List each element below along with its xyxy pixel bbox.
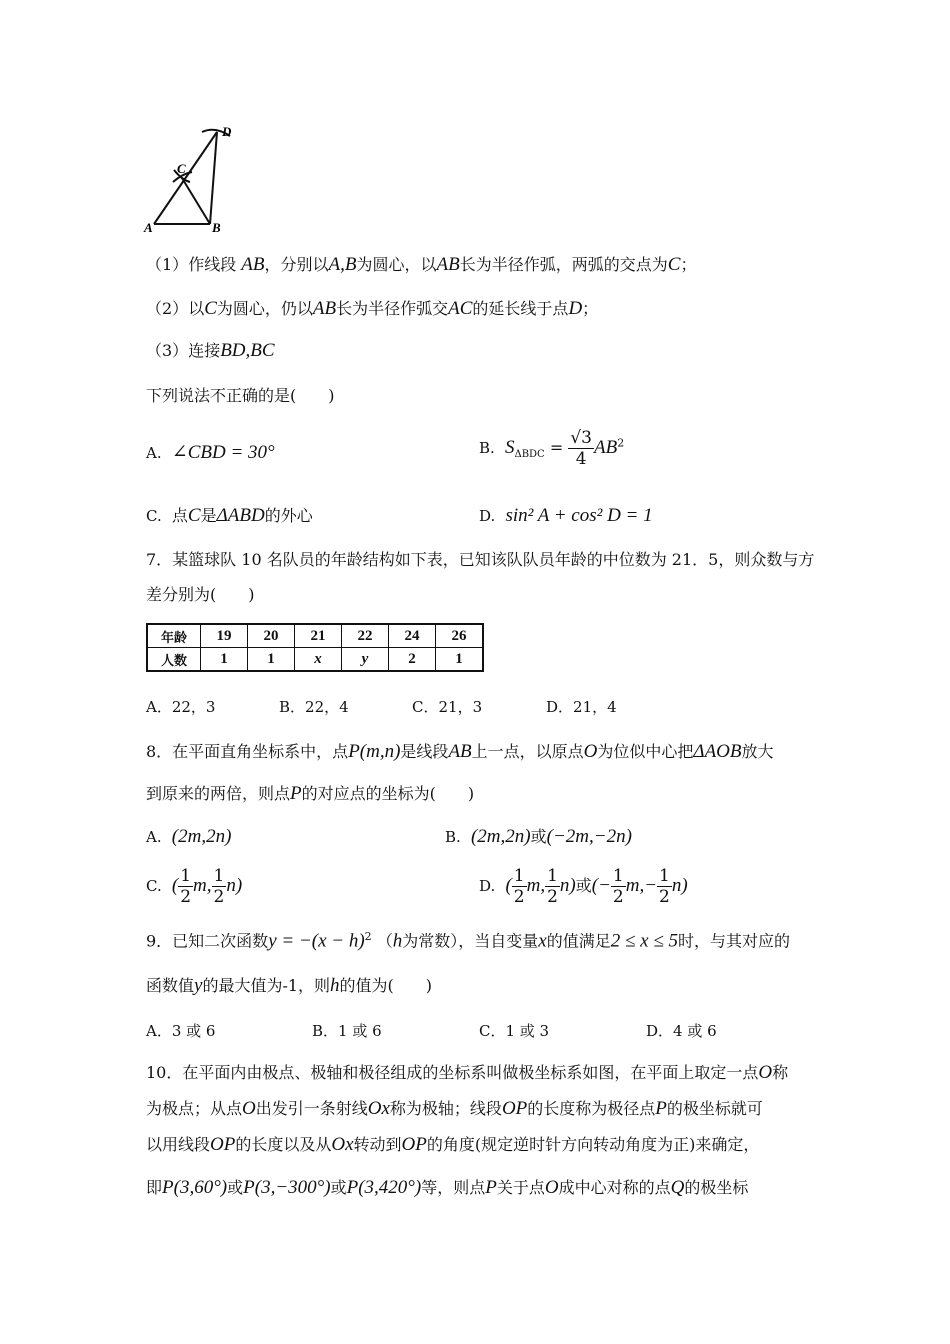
q7-line-1: 7．某篮球队 10 名队员的年龄结构如下表，已知该队队员年龄的中位数为 21．5，则众数与方 <box>146 550 815 569</box>
q7-option-a[interactable]: A．22，3 <box>146 698 216 716</box>
table-row: 年龄 19 20 21 22 24 26 <box>147 624 483 648</box>
age-table <box>146 623 484 672</box>
construction-figure <box>140 120 240 240</box>
q7-line-2: 差分别为( ) <box>146 585 255 604</box>
q6-prompt: 下列说法不正确的是( ) <box>146 386 335 405</box>
step-3: （3）连接BD,BC <box>146 340 275 361</box>
step-1: （1）作线段 AB，分别以A,B为圆心，以AB长为半径作弧，两弧的交点为C； <box>146 254 697 275</box>
q9-option-c[interactable]: C．1 或 3 <box>479 1022 550 1040</box>
label-C: C <box>177 161 186 176</box>
label-A: A <box>144 220 153 235</box>
q6-option-a[interactable]: A. ∠CBD = 30° <box>146 442 275 463</box>
q10-line-4: 即P(3,60°)或P(3,−300°)或P(3,420°)等，则点P关于点O成中心对称的点Q的极坐标 <box>146 1177 749 1198</box>
step-2: （2）以C为圆心，仍以AB长为半径作弧交AC的延长线于点D； <box>146 298 599 319</box>
q9-line-1: 9．已知二次函数$y = -(x - h)^2$ （h为常数），当自变量x的值满足2 ≤ x ≤ 5时，与其对应的 <box>146 930 791 952</box>
q8-option-a[interactable]: A. (2m,2n) <box>146 826 232 847</box>
q9-option-a[interactable]: A．3 或 6 <box>146 1022 216 1040</box>
q6-option-c[interactable]: C. 点C是ΔABD的外心 <box>146 505 313 526</box>
table-row: 人数 1 1 x y 2 1 <box>147 648 483 672</box>
q8-line-1: 8．在平面直角坐标系中，点P(m,n)是线段AB上一点，以原点O为位似中心把ΔAOB放大 <box>146 741 774 762</box>
q7-option-b[interactable]: B．22，4 <box>279 698 349 716</box>
q7-option-c[interactable]: C．21，3 <box>412 698 483 716</box>
label-D: D <box>222 124 232 139</box>
q6-option-b[interactable]: B. $S_{\Delta BDC}$ = $\frac{√3}{4}$ $AB^2$ <box>479 428 625 469</box>
q8-option-b[interactable]: B. (2m,2n)或(−2m,−2n) <box>445 826 632 847</box>
q10-line-2: 为极点；从点O出发引一条射线Ox称为极轴；线段OP的长度称为极径点P的极坐标就可 <box>146 1098 763 1119</box>
q10-line-3: 以用线段OP的长度以及从Ox转动到OP的角度(规定逆时针方向转动角度为正)来确定， <box>146 1134 760 1155</box>
q8-line-2: 到原来的两倍，则点P的对应点的坐标为( ) <box>146 783 475 804</box>
q8-option-c[interactable]: C. ( $\frac{1}{2}$ m, $\frac{1}{2}$ n) <box>146 866 243 907</box>
q7-option-d[interactable]: D．21，4 <box>546 698 617 716</box>
q8-option-d[interactable]: D. ( $\frac{1}{2}$ m, $\frac{1}{2}$ n)或(− $\frac{1}{2}$ m,− $\frac{1}{2}$ n) <box>479 866 688 907</box>
q10-line-1: 10．在平面内由极点、极轴和极径组成的坐标系叫做极坐标系如图，在平面上取定一点O称 <box>146 1062 789 1083</box>
label-B: B <box>212 220 221 235</box>
q9-option-b[interactable]: B．1 或 6 <box>312 1022 382 1040</box>
fraction-sqrt3-over-4: $\frac{√3}{4}$ <box>570 428 592 469</box>
q9-line-2: 函数值y的最大值为-1，则h的值为( ) <box>146 975 433 996</box>
q9-option-d[interactable]: D．4 或 6 <box>646 1022 717 1040</box>
q6-option-d[interactable]: D. sin² A + cos² D = 1 <box>479 505 653 526</box>
